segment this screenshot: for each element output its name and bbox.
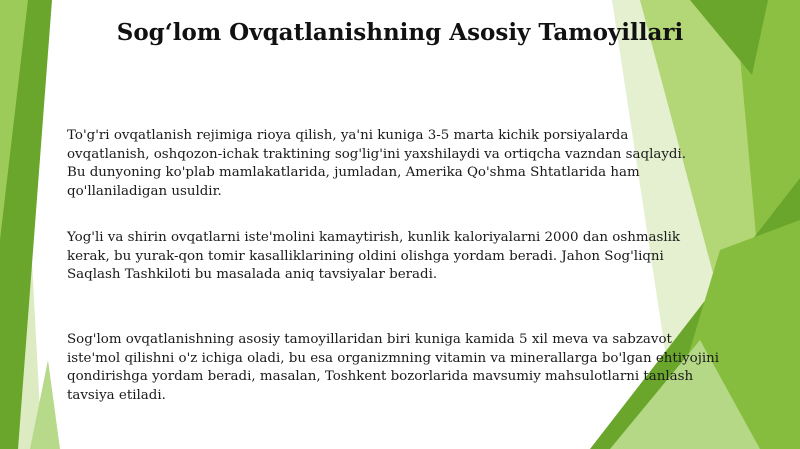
paragraph-line: ovqatlanish, oshqozon-ichak traktining sog'lig'ini yaxshilaydi va ortiqcha vazndan saqlaydi. [67,146,687,162]
paragraph-line: qo'llaniladigan usuldir. [67,183,222,199]
paragraph-line: Bu dunyoning ko'plab mamlakatlarida, jumladan, Amerika Qo'shma Shtatlarida ham [67,165,640,180]
paragraph-fruits-vegetables [67,331,767,405]
paragraph-line: To'g'ri ovqatlanish rejimiga rioya qilish, ya'ni kuniga 3-5 marta kichik porsiyalarda [67,128,629,143]
paragraph-line: tavsiya etiladi. [67,387,166,403]
paragraph-reduce-fat-sugar [67,229,767,285]
paragraph-line: Saqlash Tashkiloti bu masalada aniq tavsiyalar beradi. [67,267,438,282]
paragraph-line: kerak, bu yurak-qon tomir kasalliklarining oldini olishga yordam beradi. Jahon Sog'liqni [67,248,664,264]
paragraph-line: qondirishga yordam beradi, masalan, Toshkent bozorlarida mavsumiy mahsulotlarni tanlash [67,369,694,384]
slide-title: Sog‘lom Ovqatlanishning Asosiy Tamoyillari [116,19,684,46]
paragraph-line: iste'mol qilishni o'z ichiga oladi, bu esa organizmning vitamin va minerallarga bo'lgan ehtiyojini [67,350,720,366]
paragraph-line: Yog'li va shirin ovqatlarni iste'molini kamaytirish, kunlik kaloriyalarni 2000 dan oshmaslik [67,230,681,245]
paragraph-line: Sog'lom ovqatlanishning asosiy tamoyillaridan biri kuniga kamida 5 xil meva va sabzavot [67,332,672,347]
paragraph-meal-schedule [67,127,767,201]
